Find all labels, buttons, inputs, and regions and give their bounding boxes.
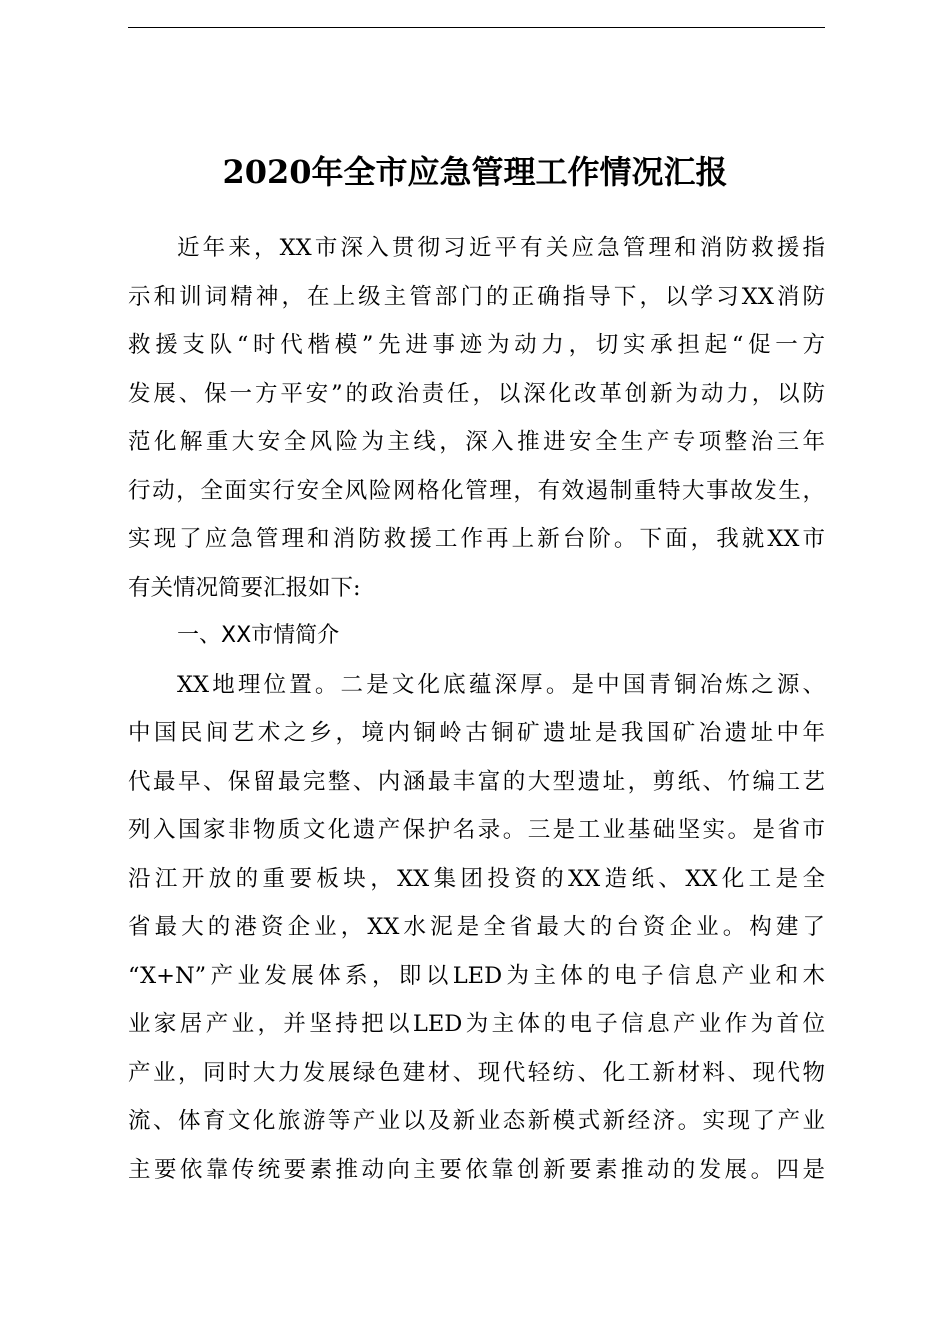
paragraph-line: 省最大的港资企业，XX水泥是全省最大的台资企业。构建了 bbox=[128, 914, 825, 940]
paragraph-line: 代最早、保留最完整、内涵最丰富的大型遗址，剪纸、竹编工艺 bbox=[128, 768, 825, 795]
paragraph-line: 中国民间艺术之乡，境内铜岭古铜矿遗址是我国矿冶遗址中年 bbox=[128, 720, 825, 746]
paragraph-line: 流、体育文化旅游等产业以及新业态新模式新经济。实现了产业 bbox=[128, 1108, 825, 1134]
paragraph-line: 救援支队“时代楷模”先进事迹为动力，切实承担起“促一方 bbox=[128, 332, 825, 358]
paragraph-line: “X+N”产业发展体系，即以LED为主体的电子信息产业和木 bbox=[128, 962, 825, 989]
paragraph-line: 业家居产业，并坚持把以LED为主体的电子信息产业作为首位 bbox=[128, 1011, 825, 1037]
paragraph-line: 有关情况简要汇报如下: bbox=[128, 574, 361, 601]
paragraph-line: 发展、保一方平安”的政治责任，以深化改革创新为动力，以防 bbox=[128, 380, 825, 407]
section-heading: 一、XX市情简介 bbox=[177, 623, 340, 648]
paragraph-line: 列入国家非物质文化遗产保护名录。三是工业基础坚实。是省市 bbox=[128, 817, 825, 843]
paragraph-line: 实现了应急管理和消防救援工作再上新台阶。下面，我就XX市 bbox=[128, 526, 825, 552]
paragraph-line: 范化解重大安全风险为主线，深入推进安全生产专项整治三年 bbox=[128, 429, 825, 455]
paragraph-line: 沿江开放的重要板块，XX集团投资的XX造纸、XX化工是全 bbox=[128, 865, 825, 892]
paragraph-line: 示和训词精神，在上级主管部门的正确指导下，以学习XX消防 bbox=[128, 283, 825, 310]
document-body bbox=[128, 224, 825, 1194]
paragraph-line: 行动，全面实行安全风险网格化管理，有效遏制重特大事故发生， bbox=[128, 477, 825, 504]
header-rule bbox=[128, 27, 825, 28]
paragraph-line: 近年来，XX市深入贯彻习近平有关应急管理和消防救援指 bbox=[177, 235, 825, 261]
paragraph-line: 主要依靠传统要素推动向主要依靠创新要素推动的发展。四是 bbox=[128, 1156, 825, 1183]
paragraph-line: 产业，同时大力发展绿色建材、现代轻纺、化工新材料、现代物 bbox=[128, 1059, 825, 1086]
document-title: 2020年全市应急管理工作情况汇报 bbox=[222, 153, 728, 191]
paragraph-line: XX地理位置。二是文化底蕴深厚。是中国青铜冶炼之源、 bbox=[177, 671, 825, 698]
